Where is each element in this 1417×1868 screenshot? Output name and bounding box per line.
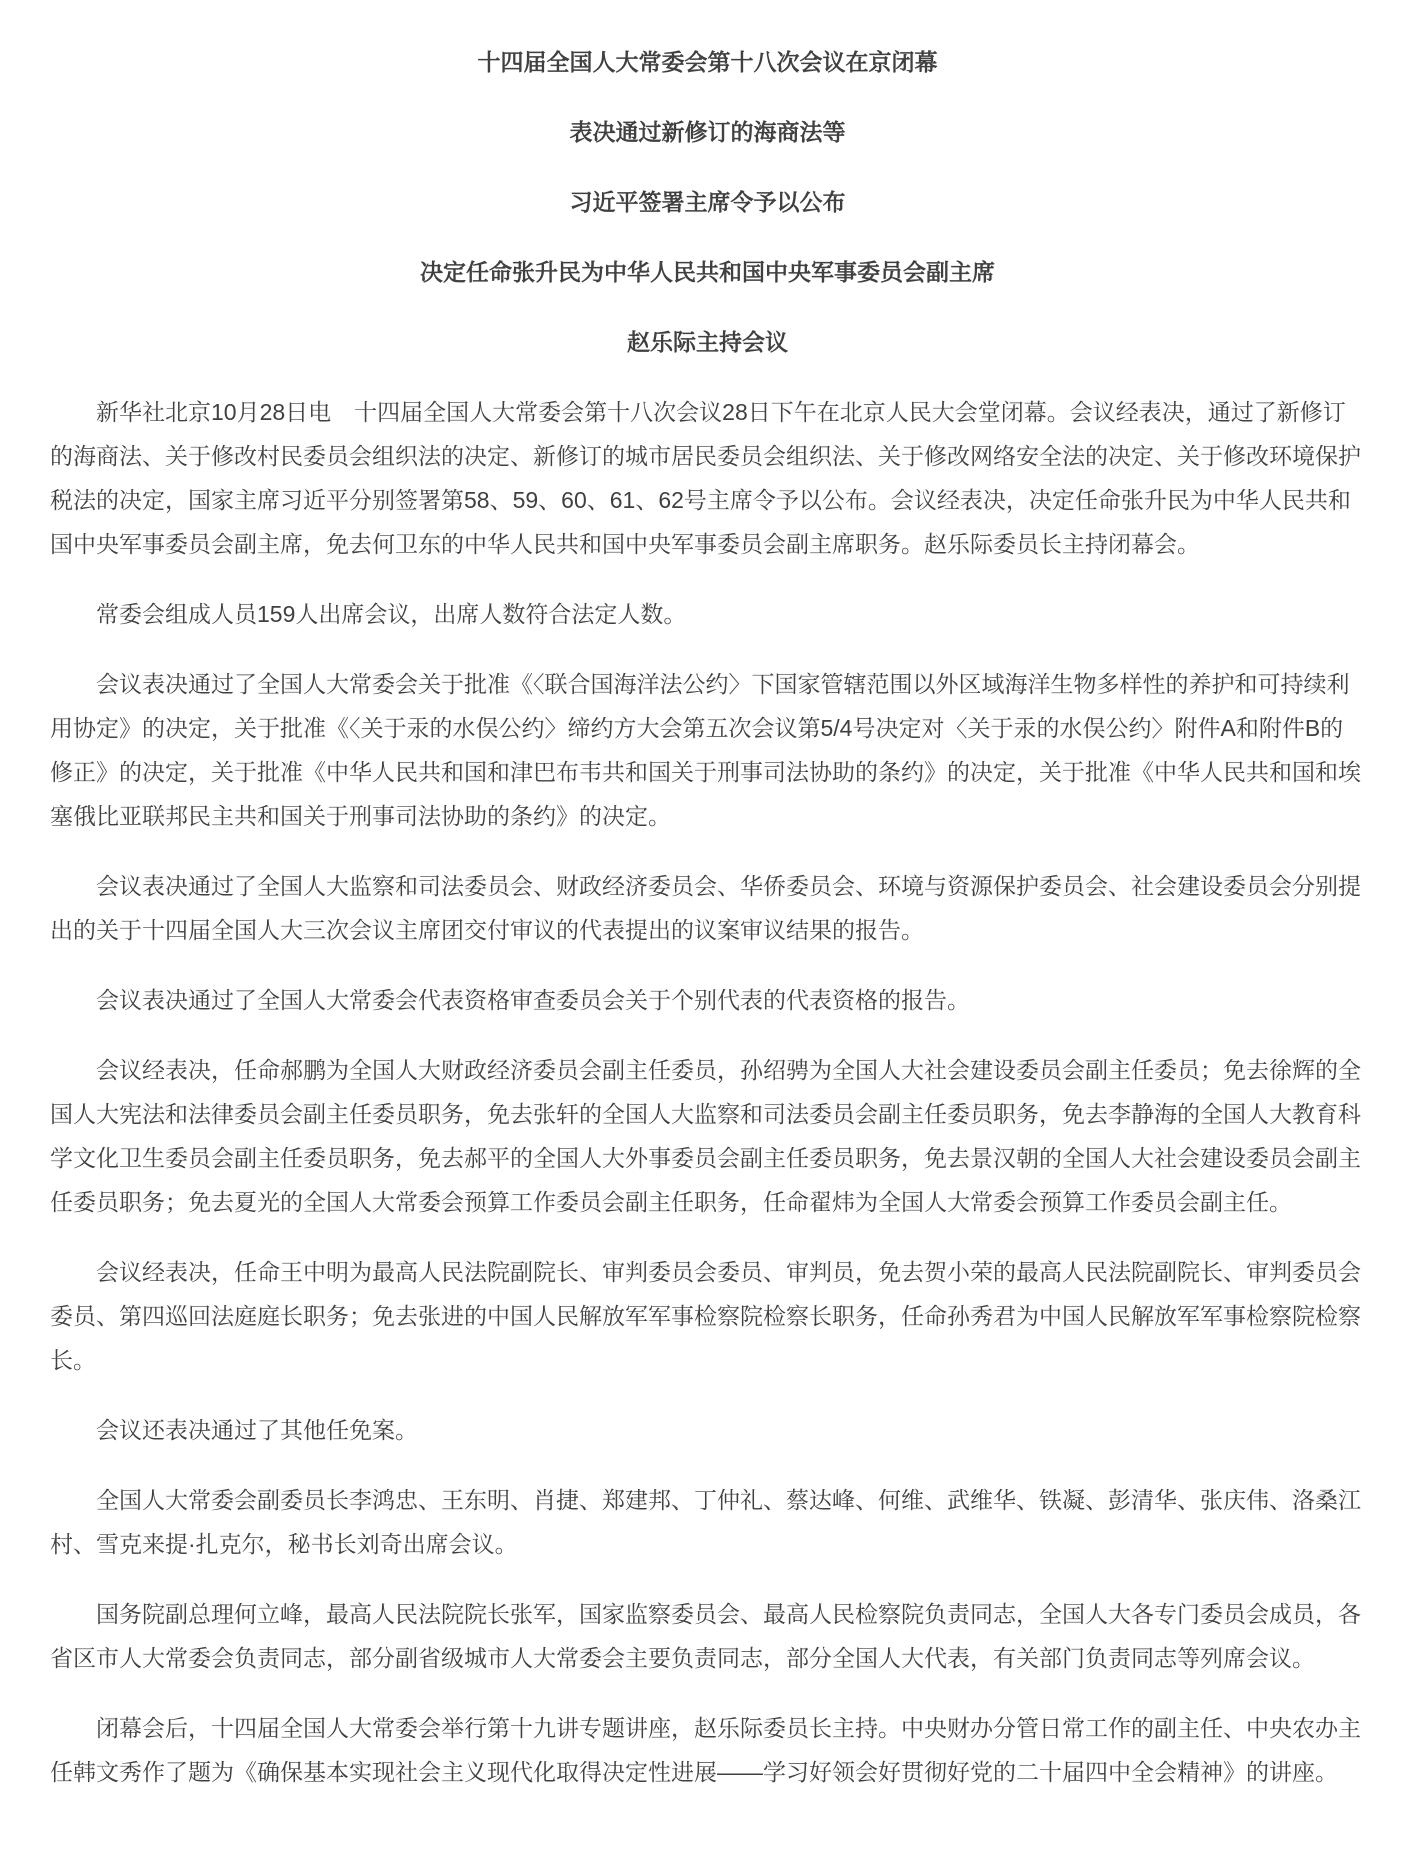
headline-line-1: 十四届全国人大常委会第十八次会议在京闭幕 (477, 49, 938, 75)
paragraph-credentials-report: 会议表决通过了全国人大常委会代表资格审查委员会关于个别代表的代表资格的报告。 (96, 987, 970, 1013)
paragraph-npc-appointments: 会议经表决，任命郝鹏为全国人大财政经济委员会副主任委员，孙绍骋为全国人大社会建设委员会副主任委员；免去徐辉的全国人大宪法和法律委员会副主任委员职务，免去张轩的全国人大监察和司法委员会副主任委员职务，免去李静海的全国人大教育科学文化卫生委员会副主任委员职务，免去郝平的全国人大外事委员会副主任委员职务，免去景汉朝的全国人大社会建设委员会副主任委员职务；免去夏光的全国人大常委会预算工作委员会副主任职务，任命翟炜为全国人大常委会预算工作委员会副主任。 (50, 1057, 1361, 1215)
paragraph-court-appointments: 会议经表决，任命王中明为最高人民法院副院长、审判委员会委员、审判员，免去贺小荣的最高人民法院副院长、审判委员会委员、第四巡回法庭庭长职务；免去张进的中国人民解放军军事检察院检察长职务，任命孙秀君为中国人民解放军军事检察院检察长。 (50, 1259, 1361, 1373)
paragraph-other-appointments: 会议还表决通过了其他任免案。 (96, 1417, 418, 1443)
headline-line-2: 表决通过新修订的海商法等 (569, 119, 846, 145)
headline-line-3: 习近平签署主席令予以公布 (569, 189, 846, 215)
headline-line-5: 赵乐际主持会议 (627, 329, 788, 355)
paragraph-treaty-decisions: 会议表决通过了全国人大常委会关于批准《〈联合国海洋法公约〉下国家管辖范围以外区域海洋生物多样性的养护和可持续利用协定》的决定，关于批准《〈关于汞的水俣公约〉缔约方大会第五次会议第5/4号决定对〈关于汞的水俣公约〉附件A和附件B的修正》的决定，关于批准《中华人民共和国和津巴布韦共和国关于刑事司法协助的条约》的决定，关于批准《中华人民共和国和埃塞俄比亚联邦民主共和国关于刑事司法协助的条约》的决定。 (50, 671, 1361, 829)
headline-line-4: 决定任命张升民为中华人民共和国中央军事委员会副主席 (420, 259, 995, 285)
paragraph-committee-reports: 会议表决通过了全国人大监察和司法委员会、财政经济委员会、华侨委员会、环境与资源保护委员会、社会建设委员会分别提出的关于十四届全国人大三次会议主席团交付审议的代表提出的议案审议结果的报告。 (50, 873, 1361, 943)
paragraph-observers: 国务院副总理何立峰，最高人民法院院长张军，国家监察委员会、最高人民检察院负责同志，全国人大各专门委员会成员，各省区市人大常委会负责同志，部分副省级城市人大常委会主要负责同志，部分全国人大代表，有关部门负责同志等列席会议。 (50, 1601, 1361, 1671)
paragraph-vice-chairpersons: 全国人大常委会副委员长李鸿忠、王东明、肖捷、郑建邦、丁仲礼、蔡达峰、何维、武维华、铁凝、彭清华、张庆伟、洛桑江村、雪克来提·扎克尔，秘书长刘奇出席会议。 (50, 1487, 1361, 1557)
paragraph-dateline-lead: 新华社北京10月28日电 十四届全国人大常委会第十八次会议28日下午在北京人民大会堂闭幕。会议经表决，通过了新修订的海商法、关于修改村民委员会组织法的决定、新修订的城市居民委员会组织法、关于修改网络安全法的决定、关于修改环境保护税法的决定，国家主席习近平分别签署第58、59、60、61、62号主席令予以公布。会议经表决，决定任命张升民为中华人民共和国中央军事委员会副主席，免去何卫东的中华人民共和国中央军事委员会副主席职务。赵乐际委员长主持闭幕会。 (50, 399, 1361, 557)
paragraph-closing-lecture: 闭幕会后，十四届全国人大常委会举行第十九讲专题讲座，赵乐际委员长主持。中央财办分管日常工作的副主任、中央农办主任韩文秀作了题为《确保基本实现社会主义现代化取得决定性进展——学习好领会好贯彻好党的二十届四中全会精神》的讲座。 (50, 1715, 1361, 1785)
paragraph-attendance-count: 常委会组成人员159人出席会议，出席人数符合法定人数。 (96, 601, 687, 627)
